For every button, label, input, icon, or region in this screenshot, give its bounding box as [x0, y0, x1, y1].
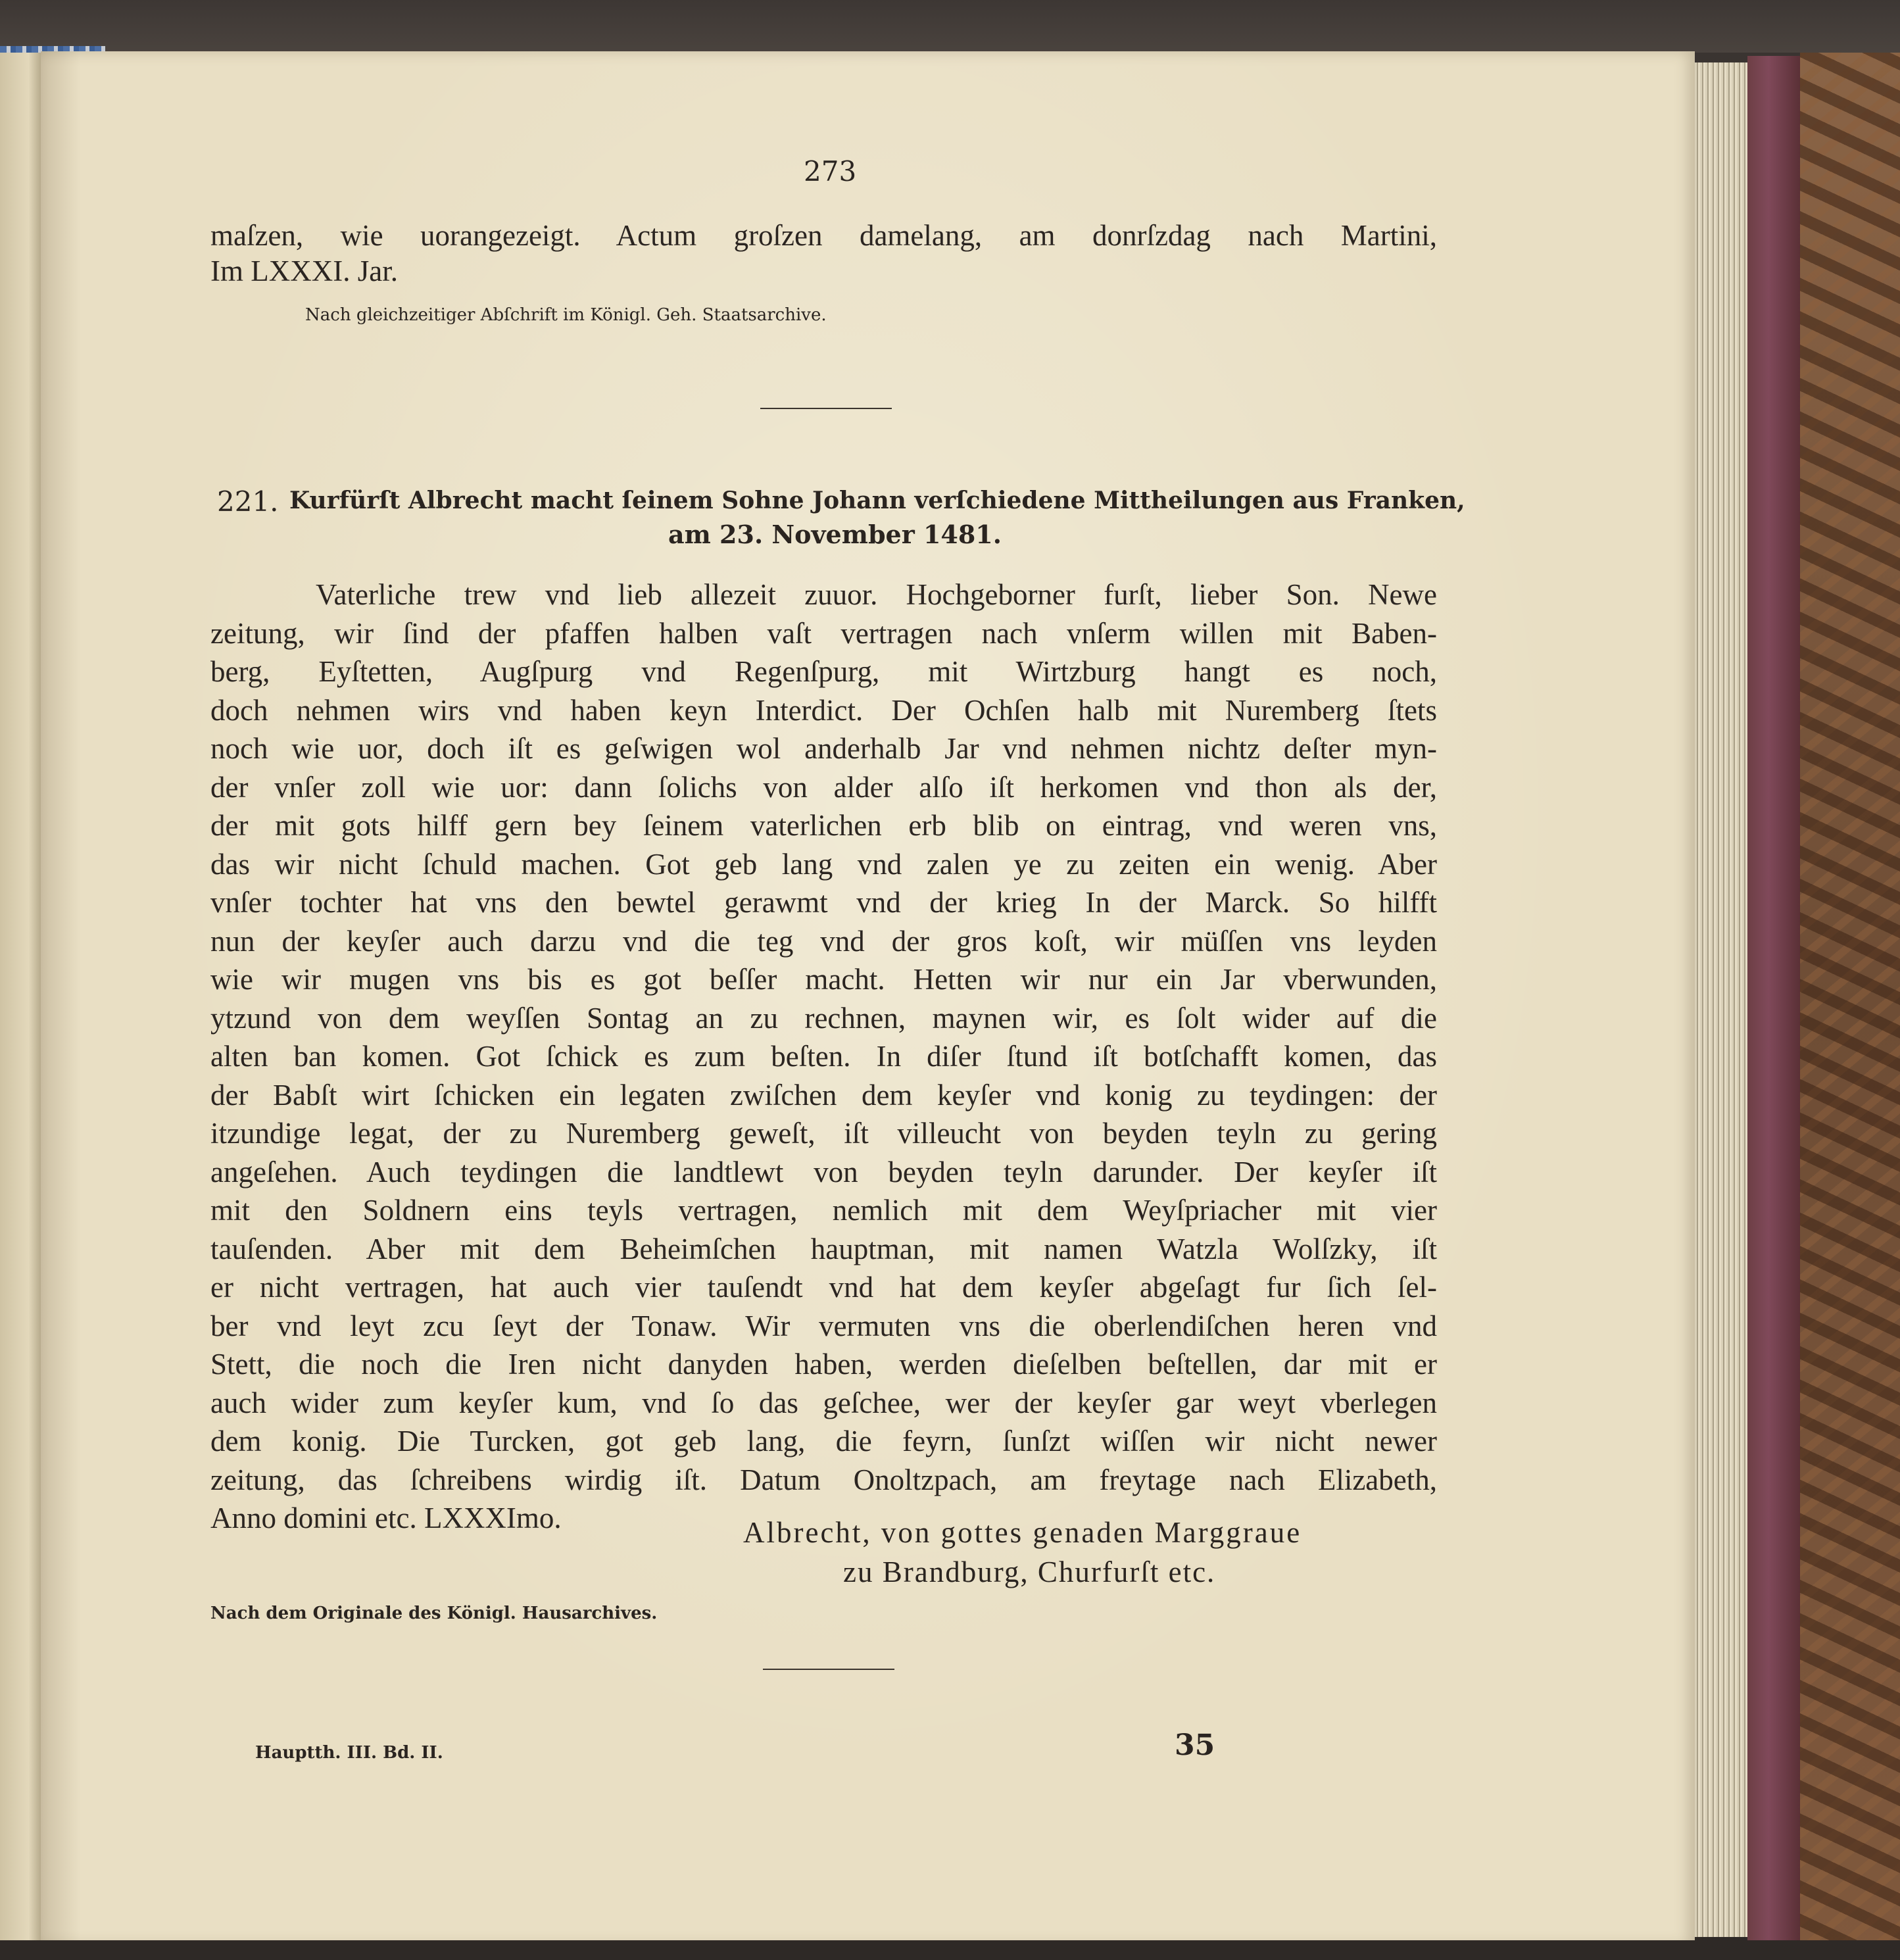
letter-body-line: alten ban komen. Got ſchick es zum beſten. In diſer ſtund iſt botſchafft komen, das [210, 1040, 1437, 1073]
page-block-edges [1695, 62, 1747, 1937]
letter-body-line: er nicht vertragen, hat auch vier tauſendt vnd hat dem keyſer abgeſagt fur ſich ſel- [210, 1271, 1437, 1304]
letter-number: 221. [217, 485, 279, 518]
letter-heading-line-2: am 23. November 1481. [668, 520, 1002, 549]
letter-body-line: Vaterliche trew vnd lieb allezeit zuuor. Hochgeborner furſt, lieber Son. Newe [316, 578, 1437, 611]
book-page [41, 51, 1695, 1946]
letter-body-line: berg, Eyſtetten, Augſpurg vnd Regenſpurg, mit Wirtzburg hangt es noch, [210, 655, 1437, 688]
letter-body-line: Stett, die noch die Iren nicht danyden haben, werden dieſelben beſtellen, dar mit er [210, 1348, 1437, 1381]
letter-body-line: Anno domini etc. LXXXImo. [210, 1502, 562, 1534]
signature-line-1: Albrecht, von gottes genaden Marggraue [743, 1516, 1302, 1549]
signature-line-2: zu Brandburg, Churfurſt etc. [843, 1556, 1216, 1588]
book-cover-edge [1747, 56, 1800, 1944]
marbled-cover [1800, 53, 1900, 1960]
letter-body-line: angeſehen. Auch teydingen die landtlewt von beyden teyln darunder. Der keyſer iſt [210, 1156, 1437, 1188]
intro-source-note: Nach gleichzeitiger Abſchrift im Königl. Geh. Staatsarchive. [305, 305, 827, 325]
letter-body-line: zeitung, das ſchreibens wirdig iſt. Datum Onoltzpach, am freytage nach Elizabeth, [210, 1463, 1437, 1496]
letter-body-line: dem konig. Die Turcken, got geb lang, die feyrn, ſunſzt wiſſen wir nicht newer [210, 1425, 1437, 1458]
footer-sheet-number: 35 [1175, 1728, 1215, 1762]
letter-body-line: noch wie uor, doch iſt es geſwigen wol anderhalb Jar vnd nehmen nichtz deſter myn- [210, 732, 1437, 765]
letter-body-line: zeitung, wir ſind der pfaffen halben vaſt vertragen nach vnſerm willen mit Baben- [210, 617, 1437, 650]
letter-heading-line-1: Kurfürſt Albrecht macht ſeinem Sohne Johann verſchiedene Mittheilungen aus Franken, [289, 487, 1465, 514]
letter-body-line: doch nehmen wirs vnd haben keyn Interdict. Der Ochſen halb mit Nuremberg ſtets [210, 694, 1437, 727]
letter-body-line: mit den Soldnern eins teyls vertragen, nemlich mit dem Weyſpriacher mit vier [210, 1194, 1437, 1227]
footer-signature-mark: Hauptth. III. Bd. II. [255, 1743, 443, 1763]
page-number: 273 [804, 155, 857, 187]
intro-line-1: maſzen, wie uorangezeigt. Actum groſzen damelang, am donrſzdag nach Martini, [210, 219, 1437, 252]
letter-source-note: Nach dem Originale des Königl. Hausarchives. [210, 1604, 658, 1623]
scanner-background-top [0, 0, 1900, 53]
section-divider-top [760, 408, 892, 409]
letter-body-line: das wir nicht ſchuld machen. Got geb lang vnd zalen ye zu zeiten ein wenig. Aber [210, 848, 1437, 881]
letter-body-line: tauſenden. Aber mit dem Beheimſchen hauptman, mit namen Watzla Wolſzky, iſt [210, 1233, 1437, 1265]
letter-body-line: nun der keyſer auch darzu vnd die teg vnd der gros koſt, wir müſſen vns leyden [210, 925, 1437, 958]
letter-body-line: vnſer tochter hat vns den bewtel gerawmt vnd der krieg In der Marck. So hilfft [210, 886, 1437, 919]
letter-body-line: auch wider zum keyſer kum, vnd ſo das geſchee, wer der keyſer gar weyt vberlegen [210, 1386, 1437, 1419]
letter-body-line: der Babſt wirt ſchicken ein legaten zwiſchen dem keyſer vnd konig zu teydingen: der [210, 1079, 1437, 1112]
letter-body-line: itzundige legat, der zu Nuremberg geweſt, iſt villeucht von beyden teyln zu gering [210, 1117, 1437, 1150]
letter-body-line: der mit gots hilff gern bey ſeinem vaterlichen erb blib on eintrag, vnd weren vns, [210, 809, 1437, 842]
facing-page-edge [0, 53, 41, 1947]
letter-body-line: wie wir mugen vns bis es got beſſer macht. Hetten wir nur ein Jar vberwunden, [210, 963, 1437, 996]
letter-body-line: der vnſer zoll wie uor: dann ſolichs von alder alſo iſt herkomen vnd thon als der, [210, 771, 1437, 804]
scanner-background-bottom [0, 1940, 1900, 1960]
section-divider-bottom [763, 1669, 894, 1670]
letter-body-line: ytzund von dem weyſſen Sontag an zu rechnen, maynen wir, es ſolt wider auf die [210, 1002, 1437, 1035]
intro-line-2: Im LXXXI. Jar. [210, 255, 398, 287]
letter-body-line: ber vnd leyt zcu ſeyt der Tonaw. Wir vermuten vns die oberlendiſchen heren vnd [210, 1310, 1437, 1342]
